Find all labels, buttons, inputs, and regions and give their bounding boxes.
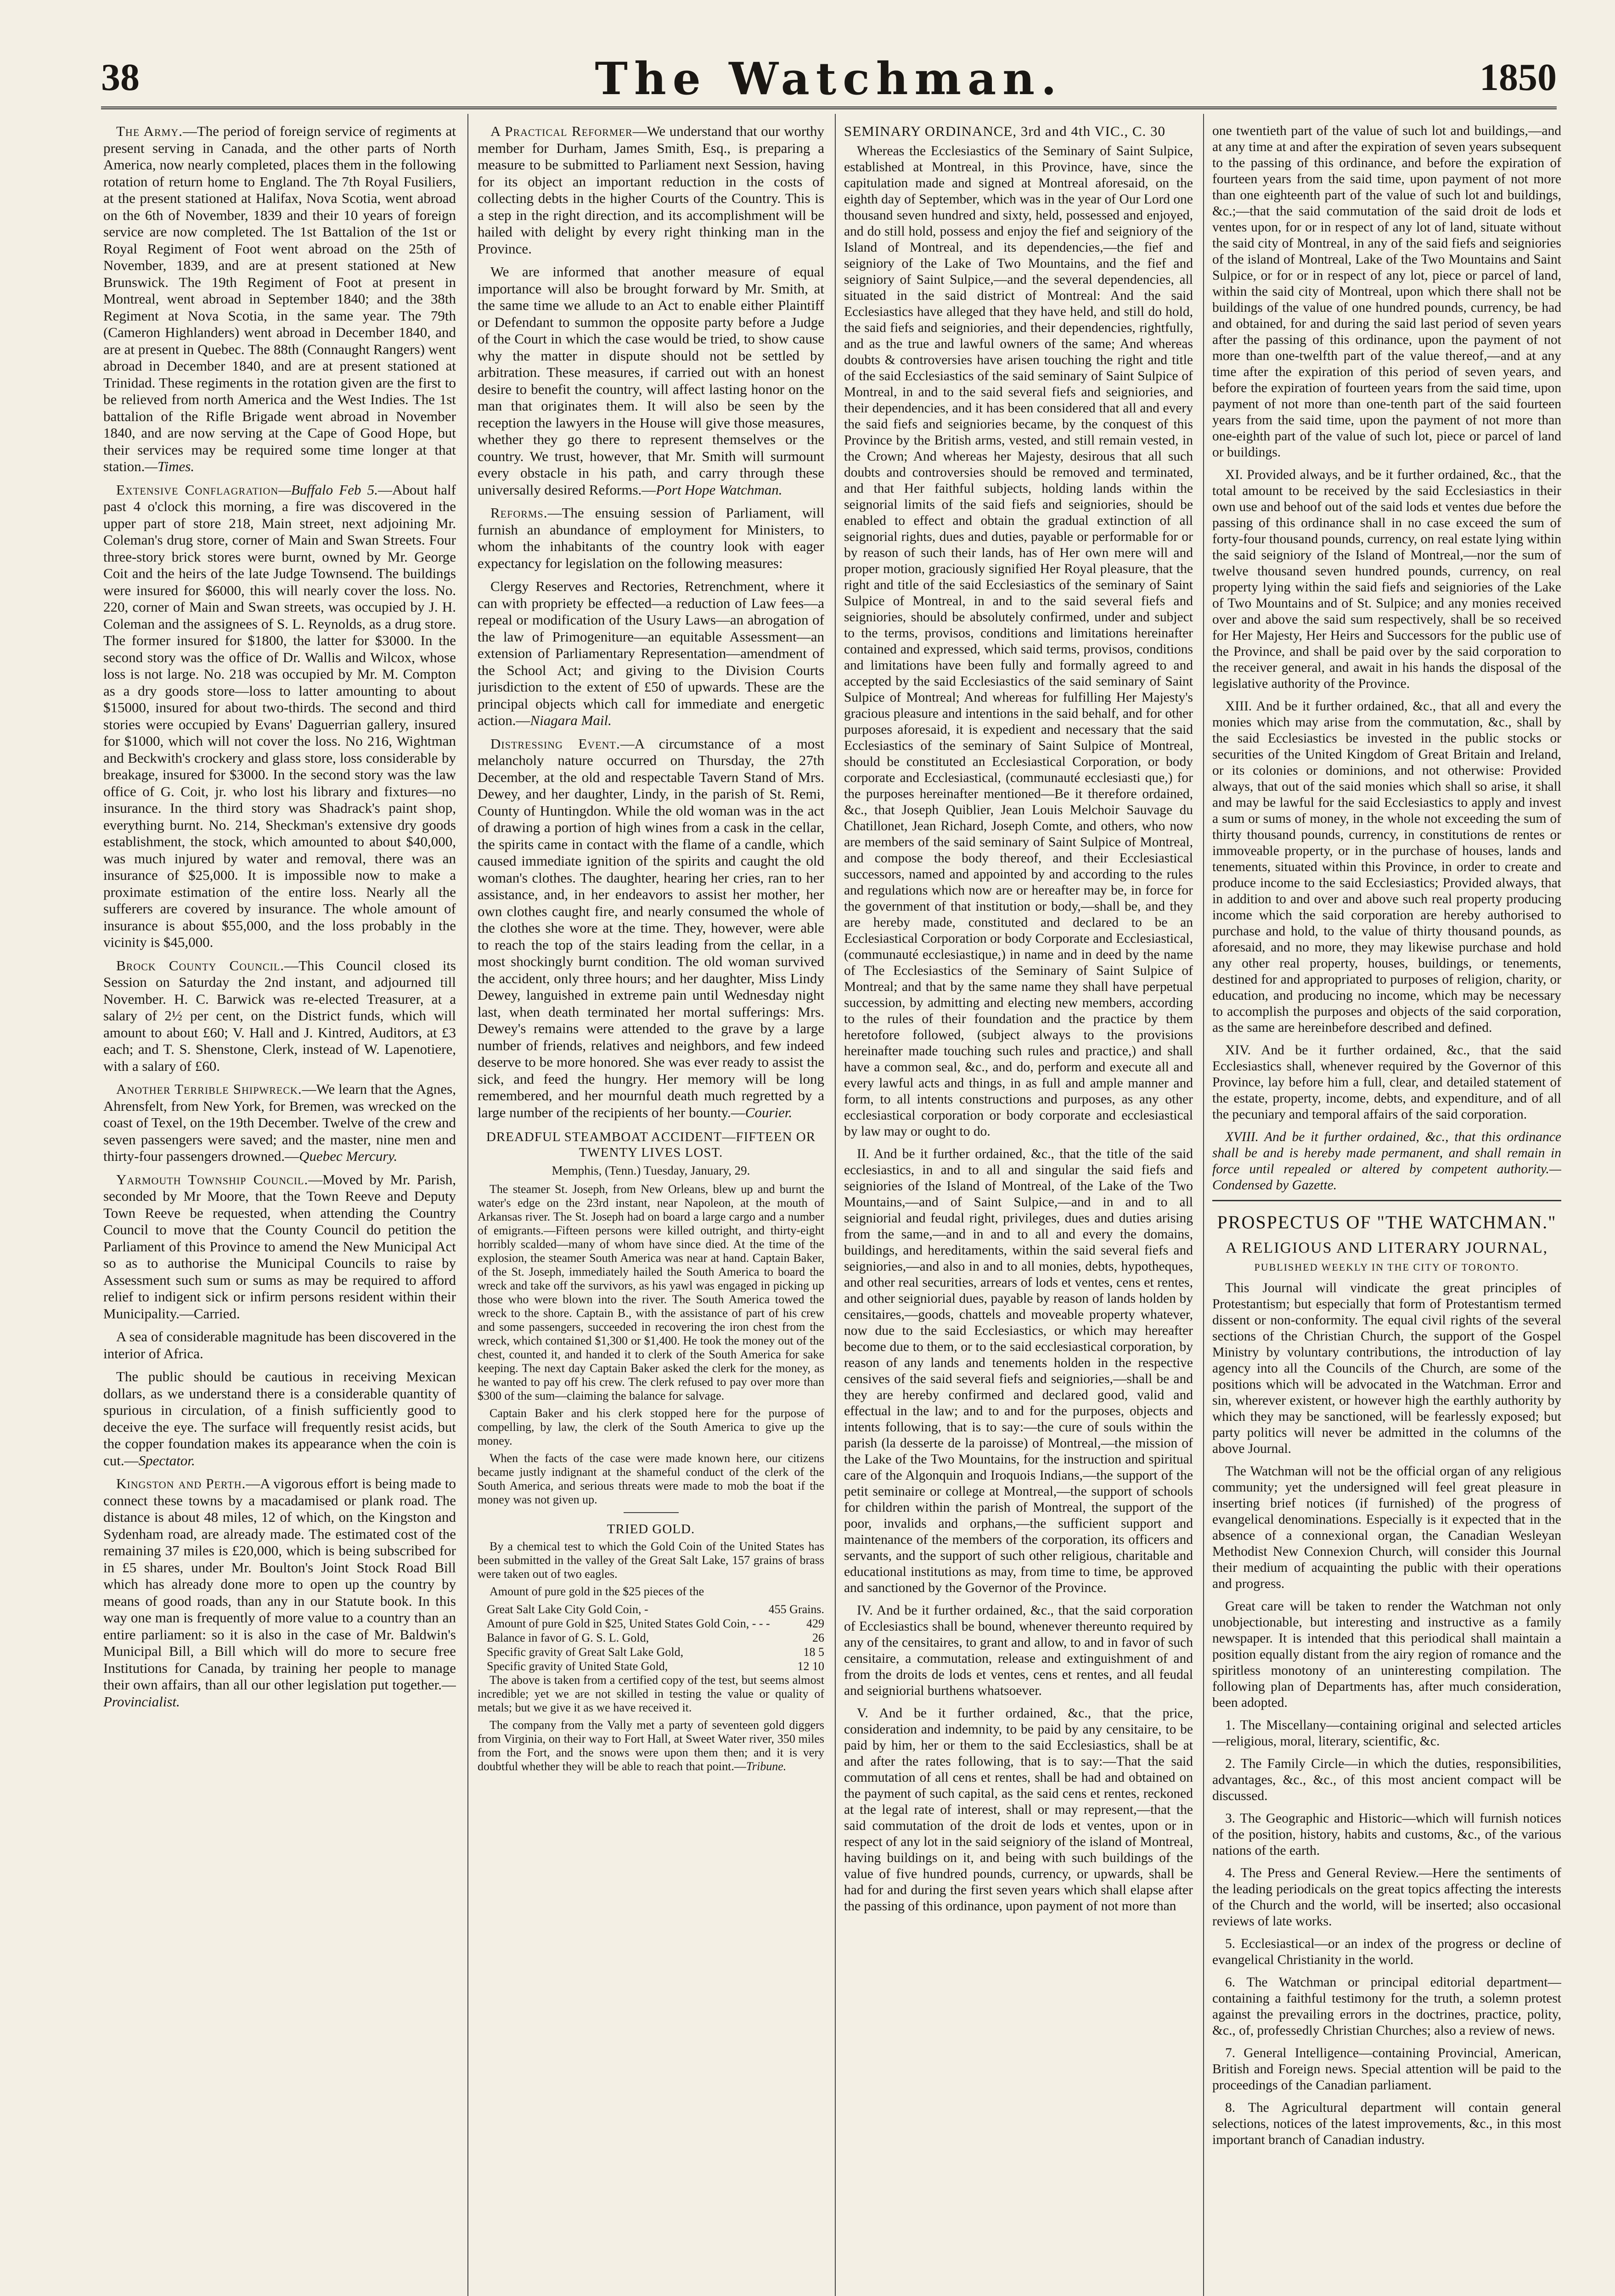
article-gold xyxy=(478,1540,824,1773)
article-source: Quebec Mercury. xyxy=(299,1148,398,1164)
divider xyxy=(624,1512,679,1513)
column-3 xyxy=(844,123,1193,2296)
ordinance-paragraph: Whereas the Ecclesiastics of the Seminary of Saint Sulpice, established at Montreal, in this Province, have, since the capitulation made and signed at Montreal aforesaid, on the eighth day of September, which was in the year of Our Lord one thousand seven hundred and sixty, held, possessed and enjoyed, and do still hold, possess and enjoy the fief and seigniory of the Island of Montreal, and its dependencies,—the fief and seigniory of the Lake of Two Mountains, and the fief and seigniory of Saint Sulpice,—and the several dependencies, all situated in the said district of Montreal: And the said Ecclesiastics have alleged that they have held, and still do hold, the said fiefs and seigniories, and their dependencies, rightfully, and as the true and lawful owners of the same; And whereas doubts & controversies have arisen touching the right and title of the said Ecclesiastics of the said seminary of Saint Sulpice of Montreal, in and to the said several fiefs and seigniories, and their dependencies, and it has been considered that all and every the said fiefs and seigniories became, by the conquest of this Province by the British arms, vested, and still remain vested, in the Crown; And whereas her Majesty, desirous that all such doubts and controversies should be removed and terminated, and that Her faithful subjects, holding lands within the seignorial limits of the said fiefs and seigniories, should be enabled to effect and obtain the gradual extinction of all seignorial rights, dues and duties, payable or performable for or by reason of such their lands, has of Her own mere will and proper motion, graciously signified Her Royal pleasure, that the right and title of the said Ecclesiastics of the seminary of Saint Sulpice of Montreal, in and to the said several fiefs and seigniories, should be absolutely confirmed, under and subject to the terms, provisos, conditions and limitations hereinafter contained and expressed, which said terms, provisos, conditions and limitations have been fully and formally agreed to and accepted by the said Ecclesiastics of the said seminary of Saint Sulpice of Montreal; And whereas for fulfilling Her Majesty's gracious pleasure and intentions in the said behalf, and for other purposes aforesaid, it is expedient and necessary that the said Ecclesiastics of the seminary of Saint Sulpice of Montreal, should be constituted an Ecclesiastical Corporation, or body corporate and Ecclesiastical, (communauté ecclesiasti que,) for the purposes hereinafter mentioned—Be it therefore ordained, &c., that Joseph Quiblier, Jean Louis Melchoir Sauvage du Chatillonet, Jean Richard, Joseph Comte, and others, who now are members of the said seminary of Saint Sulpice of Montreal, and compose the body thereof, and their Ecclesiastical successors, named and appointed by and according to the rules and regulations which now are or hereafter may be, in force for the government of that institution or body,—shall be, and they are hereby made, constituted and declared to be an Ecclesiastical Corporation or body Corporate and Ecclesiastical, (communauté ecclesiastique,) in name and in deed by the name of The Ecclesiastics of the Seminary of Saint Sulpice of Montreal; and that by the same name they shall have perpetual succession, by admitting and electing new members, according to the rules of their foundation and the practice by them heretofore followed, (subject always to the provisions hereinafter made touching such rules and practice,) and shall have a common seal, &c., and do, perform and execute all and every lawful acts and things, in as full and ample manner and form, to all intents constructions and purposes, as any other ecclesiastical corporation or body corporate and ecclesiastical by law may or ought to do. xyxy=(844,144,1193,1139)
department-item: 7. General Intelligence—containing Provincial, American, British and Foreign news. Special attention will be paid to the proceedings of the Canadian parliament. xyxy=(1212,2046,1561,2093)
article-source: Spectator. xyxy=(138,1452,195,1469)
gold-line xyxy=(478,1631,824,1645)
column-1 xyxy=(103,123,456,2296)
article-body: —The ensuing session of Parliament, will furnish an abundance of employment for Ministers, to whom the inhabitants of the country look with eager expectancy for legislation on the following measures: xyxy=(478,505,824,571)
article-heading: Extensive Conflagration xyxy=(116,481,279,498)
article-heading: Reforms. xyxy=(490,505,548,521)
ordinance-paragraph: V. And be it further ordained, &c., that the price, consideration and indemnity, to be paid by any censitaire, to be paid by him, her or them to the said Ecclesiastics, shall be at and after the rates following, that is to say:—That the said commutation of all cens et rentes, shall be had and obtained on the payment of such capital, as the said cens et rentes, reckoned at the legal rate of interest, shall or may represent,—that the said commutation of the droit de lods et ventes, upon or in respect of any lot in the said seigniory of the island of Montreal, having buildings on it, and being with such buildings of the value of five hundred pounds, currency, or upwards, shall be had for and during the first seven years which shall elapse after the passing of this ordinance, upon payment of not more than xyxy=(844,1706,1193,1913)
ordinance-paragraph: II. And be it further ordained, &c., that the title of the said ecclesiastics, in and to all and singular the said fiefs and seigniories of the Island of Montreal, of the Lake of the Two Mountains,—and of Saint Sulpice,—and in and to all seigniorial and feudal right, privileges, dues and duties arising from the same,—and in and to all and every the domains, buildings, and hereditaments, within the said several fiefs and seigniories,—and also in and to all monies, debts, hypotheques, and other real securities, arrears of lods et ventes, cens et rentes, and other seigniorial dues, payable by reason of lands holden by censitaires,—goods, chattels and moveable property whatever, now due to the said Ecclesiastics, or which may hereafter become due to them, or to the said ecclesiastical corporation, by reason of any lands and tenements holden in the respective censives of the said several fiefs and seigniories,—shall be and they are hereby confirmed and declared good, valid and effectual in the law; and to and for the purposes, objects and intents following, that is to say:—the cure of souls within the parish (la desserte de la paroisse) of Montreal,—the mission of the Lake of the Two Mountains, for the instruction and spiritual care of the Algonquin and Iroquois Indians,—the support of the petit seminaire or college at Montreal,—the support of schools for children within the parish of Montreal, the support of the poor, invalids and orphans,—the sufficient support and maintenance of the members of the corporation, its officers and servants, and the support of such other religious, charitable and educational institutions as may, from time to time, be approved and sanctioned by the Governor of the Province. xyxy=(844,1147,1193,1595)
article-heading: Another Terrible Shipwreck. xyxy=(116,1081,302,1097)
gold-label: Amount of pure Gold in $25, United States Gold Coin, - - - xyxy=(487,1617,770,1630)
article-source: Niagara Mail. xyxy=(530,712,612,728)
article-heading: Brock County Council. xyxy=(116,957,285,974)
article-steamboat xyxy=(478,1182,824,1507)
article-heading: Yarmouth Township Council. xyxy=(116,1171,309,1187)
department-item: 4. The Press and General Review.—Here the sentiments of the leading periodicals on the great topics affecting the interests of the Church and the world, will be inserted; also occasional reviews of late works. xyxy=(1212,1866,1561,1929)
column-4 xyxy=(1212,123,1561,2296)
article-distressing xyxy=(478,736,824,1121)
prospectus-paragraph: The Watchman will not be the official organ of any religious community; yet the undersigned will feel great pleasure in inserting brief notices (if furnished) of the progress of evangelical denominations. Especially is it expected that in the absence of a connexional organ, the Canadian Wesleyan Methodist New Connexion Church, will consider this Journal their medium of acquainting the public with their operations and progress. xyxy=(1212,1464,1561,1591)
article-source: Tribune. xyxy=(746,1760,787,1773)
gold-value: 429 xyxy=(806,1617,824,1630)
gold-label: Specific gravity of United State Gold, xyxy=(487,1660,668,1673)
article-source: Courier. xyxy=(745,1104,793,1120)
article-reformer xyxy=(478,123,824,257)
article-body: When the facts of the case were made known here, our citizens became justly indignant at the shameful conduct of the clerk of the South America, and serious threats were made to mob the boat if the money was not given up. xyxy=(478,1452,824,1506)
department-item: 2. The Family Circle—in which the duties, responsibilities, advantages, &c., &c., of this most ancient compact will be discussed. xyxy=(1212,1756,1561,1803)
article-shipwreck xyxy=(103,1081,456,1165)
steamboat-heading: DREADFUL STEAMBOAT ACCIDENT—FIFTEEN OR TWENTY LIVES LOST. xyxy=(486,1130,816,1160)
article-mexican xyxy=(103,1368,456,1469)
article-reforms xyxy=(478,505,824,572)
article-text: The company from the Vally met a party of seventeen gold diggers from Virginia, on their way to Fort Hall, at Sweet Water river, 350 miles from the Fort, and the snows were upon them then; and it is very doubtful whether they will be able to reach that point.— xyxy=(478,1718,824,1773)
ordinance-text: XVIII. And be it further ordained, &c., that this ordinance shall be and is hereby made permanent, and shall remain in force until repealed or altered by competent authority.— xyxy=(1212,1130,1561,1176)
article-body: The above is taken from a certified copy of the test, but seems almost incredible; yet we are not skilled in testing the value or quality of metals; but we give it as we have received it. xyxy=(478,1673,824,1714)
article-body: —A circumstance of a most melancholy nature occurred on Thursday, the 27th December, at the old and respectable Tavern Stand of Mrs. Dewey, and her daughter, Lindy, in the parish of St. Remi, County of Huntingdon. While the old woman was in the act of drawing a portion of high wines from a cask in the cellar, the spirits came in contact with the flame of a candle, which caused immediate ignition of the spirits and caught the old woman's clothes. The daughter, hearing her cries, ran to her assistance, and, in her endeavors to assist her mother, her own clothes caught fire, and nearly consumed the whole of the clothes she wore at the time. They, however, were able to reach the top of the stairs leading from the cellar, in a most shockingly burnt condition. The old woman survived the accident, only three hours; and her daughter, Miss Lindy Dewey, languished in extreme pain until Wednesday night last, when death terminated her mortal sufferings: Mrs. Dewey's remains were attended to the grave by a large number of friends, relatives and neighbors, and few indeed deserve to be more honored. She was ever ready to assist the sick, and feed the hungry. Her memory will be long remembered, and her mournful death much regretted by a large number of the recipients of her bounty.— xyxy=(478,735,824,1120)
department-item: 5. Ecclesiastical—or an index of the progress or decline of evangelical Christianity in the world. xyxy=(1212,1936,1561,1967)
prospectus-publication-line: PUBLISHED WEEKLY IN THE CITY OF TORONTO. xyxy=(1254,1261,1519,1273)
ordinance-paragraph: XIV. And be it further ordained, &c., that the said Ecclesiastics shall, whenever required by the Governor of this Province, lay before him a full, clear, and detailed statement of the estate, property, income, debts, and expenditure, and of all the pecuniary and temporal affairs of the said corporation. xyxy=(1212,1043,1561,1122)
masthead-rule xyxy=(101,107,1557,109)
year: 1850 xyxy=(1480,56,1557,99)
article-body xyxy=(478,1718,824,1773)
article-body: The public should be cautious in receiving Mexican dollars, as we understand there is a considerable quantity of spurious in circulation, of a finish sufficiently good to deceive the eye. The surface will frequently resist acids, but the copper foundation makes its appearance when the coin is cut.— xyxy=(103,1368,456,1469)
ordinance-paragraph: XIII. And be it further ordained, &c., that all and every the monies which may arise from the commutation, &c., shall by the said Ecclesiastics be invested in the public stocks or securities of the United Kingdom of Great Britain and Ireland, or its colonies or dominions, and not otherwise: Provided always, that out of the said monies which shall so arise, it shall and may be lawful for the said Ecclesiastics to apply and invest a sum or sums of money, in the whole not exceeding the sum of thirty thousand pounds, currency, in constitutions de rentes or immoveable property, or in the purchase of houses, lands and tenements, situated within this Province, in order to create and produce income to the said Ecclesiastics; Provided always, that in addition to and over and above such real property producing income which the said corporation are hereby authorised to purchase and hold, to the value of thirty thousand pounds, as aforesaid, and no more, they may likewise purchase and hold any other real property, houses, buildings, or tenements, destined for and appropriated to purposes of religion, charity, or education, and producing no income, which may be necessary to accomplish the purposes and objects of the said corporation, as the same are hereinbefore described and defined. xyxy=(1212,699,1561,1035)
gold-heading: TRIED GOLD. xyxy=(607,1522,695,1536)
article-reformer-cont xyxy=(478,264,824,498)
article-body: —We learn that the Agnes, Ahrensfelt, from New York, for Bremen, was wrecked on the coast of Texel, on the 19th December. Twelve of the crew and seven passengers were saved; and the master, nine men and thirty-four passengers drowned.— xyxy=(103,1081,456,1164)
gold-value: 455 Grains. xyxy=(768,1603,824,1616)
article-body: —Moved by Mr. Parish, seconded by Mr Moore, that the Town Reeve and Deputy Town Reeve be requested, when attending the Country Council to move that the County Council do petition the Parliament of this Province to amend the New Municipal Act so as to authorise the Municipal Councils to raise by Assessment such sum or sums as may be required to afford relief to indigent sick or infirm persons resident within their Municipality.—Carried. xyxy=(103,1171,456,1322)
gold-line xyxy=(478,1659,824,1673)
article-source: Port Hope Watchman. xyxy=(656,481,782,498)
article-body: —The period of foreign service of regiments at present serving in Canada, and the other parts of North America, now nearly completed, places them in the following rotation of return home to England. The 7th Royal Fusiliers, at the present stationed at Halifax, Nova Scotia, went abroad on the 6th of November, 1839 and their 10 years of foreign service are now completed. The 1st Battalion of the 1st or Royal Regiment of Foot went abroad on the 25th of November, 1839, and are at present stationed at New Brunswick. The 19th Regiment of Foot at present in Montreal, went abroad in September 1840; and the 38th Regiment at Nova Scotia, in the same year. The 79th (Cameron Highlanders) went abroad in December 1840, and are at present in Quebec. The 88th (Connaught Rangers) went abroad in December 1840, and are at present stationed at Trinidad. These regiments in the rotation given are the first to be relieved from north America and the West Indies. The 1st battalion of the Rifle Brigade went abroad in November 1840, and are now serving at the Cape of Good Hope, but their services may be required some time longer at that station. xyxy=(103,123,456,474)
column-rule xyxy=(467,114,468,2296)
column-rule xyxy=(1203,114,1204,2296)
article-heading: A Practical Reformer xyxy=(490,123,633,139)
gold-line xyxy=(478,1616,824,1631)
article-kingston xyxy=(103,1475,456,1710)
article-heading: Kingston and Perth. xyxy=(116,1475,246,1491)
gold-label: Specific gravity of Great Salt Lake Gold, xyxy=(487,1645,684,1659)
article-body: —This Council closed its Session on Saturday the 2nd instant, and adjourned till November. H. C. Barwick was re-elected Treasurer, at a salary of 2½ per cent, on the District funds, which will amount to about £60; V. Hall and J. Kintred, Auditors, at £3 each; and T. S. Shenstone, Clerk, instead of W. Lapenotiere, with a salary of £60. xyxy=(103,957,456,1074)
divider xyxy=(1212,1200,1561,1201)
article-body: Captain Baker and his clerk stopped here for the purpose of compelling, by law, the clerk of the South America to give up the money. xyxy=(478,1407,824,1447)
gold-value: 18 5 xyxy=(803,1645,824,1659)
column-2 xyxy=(478,123,824,2296)
newspaper-title: The Watchman. xyxy=(595,53,1063,105)
department-item: 6. The Watchman or principal editorial department—containing a faithful testimony for the truth, a solemn protest against the prevailing errors in the doctrines, practice, polity, &c., of, professedly Christian Churches; also a review of news. xyxy=(1212,1975,1561,2038)
article-source: Provincialist. xyxy=(103,1693,180,1710)
gold-value: 12 10 xyxy=(797,1660,824,1673)
article-fire xyxy=(103,482,456,951)
gold-line xyxy=(478,1602,824,1616)
steamboat-dateline: Memphis, (Tenn.) Tuesday, January, 29. xyxy=(551,1164,750,1177)
prospectus-paragraph: This Journal will vindicate the great principles of Protestantism; but especially that form of Protestantism termed dissent or non-conformity. The equal civil rights of the several sections of the Christian Church, the support of the Gospel Ministry by voluntary contributions, the introduction of lay agency into all the Councils of the Church, are some of the positions which will be advocated in the Watchman. Error and sin, wherever existent, or however high the earthly authority by which they may be sanctioned, will be fearlessly exposed; but party politics will never be admitted in the columns of the above Journal. xyxy=(1212,1281,1561,1456)
article-army xyxy=(103,123,456,475)
article-reforms-list xyxy=(478,578,824,729)
article-heading: The Army. xyxy=(116,123,183,139)
article-body: —We understand that our worthy member for Durham, James Smith, Esq., is preparing a measure to be submitted to Parliament next Session, having for its object an important reduction in the costs of collecting debts in the higher Courts of the Country. This is a step in the right direction, and its accomplishment will be hailed with delight by every right thinking man in the Province. xyxy=(478,123,824,257)
article-body: —A vigorous effort is being made to connect these towns by a macadamised or plank road. The distance is about 48 miles, 12 of which, on the Kingston and Sydenham road, are already made. The estimated cost of the remaining 37 miles is £20,000, which is being subscribed for in £5 shares, under Mr. Boulton's Joint Stock Road Bill which has already done more to open up the country by means of good roads, than any in our Statute book. In this way one man is frequently of more value to a country than an entire parliament: so it is also in the case of Mr. Baldwin's Municipal Bill, a Bill which will do more to secure free Institutions for Canada, by training her people to manage their own affairs, than all our other legislation put together.— xyxy=(103,1475,456,1693)
gold-value: 26 xyxy=(812,1631,824,1644)
ordinance-paragraph: one twentieth part of the value of such lot and buildings,—and at any time at and after the expiration of seven years subsequent to the passing of this ordinance, and before the expiration of fourteen years from the said time, upon payment of not more than one eighteenth part of the value of such lot and buildings, &c.;—that the said commutation of the said droit de lods et ventes upon, for or in respect of any lot of land, situate without the said city of Montreal, in any of the said fiefs and seigniories of the island of Montreal, Lake of the Two Mountains and Saint Sulpice, or for or in respect of any lot, piece or parcel of land, within the said city of Montreal, upon which there shall not be buildings of the value of one hundred pounds, currency, be had and obtained, for and during the said last period of seven years after the passing of this ordinance, upon the payment of not more than one-twelfth part of the value thereof,—and at any time after the expiration of this period of seven years, and before the expiration of fourteen years from the said time, upon payment of not more than one-tenth part of the said fourteen years from the said time, upon the payment of not more than one-eighth part of the value of such lot, piece or parcel of land or buildings. xyxy=(1212,124,1561,460)
masthead xyxy=(101,53,1557,113)
department-item: 8. The Agricultural department will contain general selections, notices of the latest improvements, &c., in this most important branch of Canadian industry. xyxy=(1212,2100,1561,2147)
gold-intro: Amount of pure gold in the $25 pieces of the xyxy=(490,1585,704,1598)
article-body: By a chemical test to which the Gold Coin of the United States has been submitted in the valley of the Great Salt Lake, 157 grains of brass were taken out of two eagles. xyxy=(478,1540,824,1581)
article-source: Condensed by Gazette. xyxy=(1212,1178,1337,1193)
gold-label: Great Salt Lake City Gold Coin, - xyxy=(487,1603,648,1616)
article-body: We are informed that another measure of equal importance will also be brought forward by Mr. Smith, at the same time we allude to an Act to enable either Plaintiff or Defendant to summon the opposite party before a Judge of the Court in which the case would be tried, to show cause why the matter in dispute should not be settled by arbitration. These measures, if carried out with an honest desire to benefit the country, will affect lasting honor on the man that originates them. It will also be seen by the reception the lawyers in the House will give those measures, whether they go there to represent themselves or the country. We trust, however, that Mr. Smith will surmount every obstacle in his path, and carry through these universally desired Reforms.— xyxy=(478,264,824,498)
column-rule xyxy=(835,114,836,2296)
department-item: 3. The Geographic and Historic—which will furnish notices of the position, history, habits and customs, &c., of the various nations of the earth. xyxy=(1212,1811,1561,1858)
article-body: —About half past 4 o'clock this morning, a fire was discovered in the upper part of store 218, Main street, next adjoining Mr. Coleman's drug store, corner of Main and Swan Streets. Four three-story brick stores were burnt, owned by Mr. George Coit and the heirs of the late Judge Townsend. The buildings were insured for $6000, this will nearly cover the loss. No. 220, corner of Main and Swan streets, was occupied by J. H. Coleman and the assignees of S. L. Reynolds, as a drug store. The former insured for $1800, the latter for $3000. In the second story was the office of Dr. Wallis and Wilcox, whose loss is not large. No. 218 was occupied by Mr. M. Compton as a dry goods store—loss to latter amounting to about $15000, insured for about two-thirds. The second and third stories were occupied by Evans' Daguerrian gallery, insured for $1000, which will not cover the loss. No 216, Wightman and Beckwith's crockery and glass store, loss considerable by breakage, insured for $3000. In the second story was the law office of G. Coit, jr. who lost his library and fixtures—no insurance. In the third story was Shadrack's paint shop, everything burnt. No. 214, Sheckman's extensive dry goods establishment, the stock, which amounted to about $40,000, was much injured by water and removal, there was an insurance of $25,000. It is impossible now to make a proximate estimation of the entire loss. Nearly all the sufferers are covered by insurance. The whole amount of insurance is about $55,000, and the loss probably in the vicinity is $45,000. xyxy=(103,481,456,950)
gold-line xyxy=(478,1645,824,1659)
ordinance-paragraph: XI. Provided always, and be it further ordained, &c., that the total amount to be received by the said Ecclesiastics in their own use and behoof out of the said lods et ventes due before the passing of this ordinance shall in no case exceed the sum of forty-four thousand pounds, currency, on real estate lying within the said seigniory of the Island of Montreal,—nor the sum of twelve thousand seven hundred pounds, currency, on real property lying within the said fiefs and seigniories of the Lake of Two Mountains and of St. Sulpice; and any monies received over and above the said sum respectively, shall be so received for Her Majesty, Her Heirs and Successors for the public use of the Province, and shall be paid over by the said corporation to the receiver general, and await in his hands the disposal of the legislative authority of the Province. xyxy=(1212,467,1561,691)
article-africa: A sea of considerable magnitude has been discovered in the interior of Africa. xyxy=(103,1328,456,1362)
article-body: Clergy Reserves and Rectories, Retrenchment, where it can with propriety be effected—a reduction of Law fees—a repeal or modification of the Usury Laws—an abrogation of the law of Primogeniture—an equitable Assessment—an extension of Parliamentary Representation—amendment of the School Act; and giving to the Division Courts jurisdiction to the extent of £50 of upwards. These are the principal objects which call for immediate and energetic action.— xyxy=(478,578,824,728)
department-item: 1. The Miscellany—containing original and selected articles—religious, moral, literary, scientific, &c. xyxy=(1212,1718,1561,1749)
article-body: The steamer St. Joseph, from New Orleans, blew up and burnt the water's edge on the 23rd instant, near Napoleon, at the mouth of Arkansas river. The St. Joseph had on board a large cargo and a number of emigrants.—Fifteen persons were killed outright, and thirty-eight horribly scalded—many of whom have since died. At the time of the explosion, the steamer South America was near at hand. Captain Baker, of the St. Joseph, immediately hailed the South America to board the wreck and take off the survivors, as his yawl was engaged in picking up those who were blown into the river. The South America towed the wreck to the shore. Captain B., with the assistance of part of his crew and some passengers, succeeded in recovering the iron chest from the wreck, which contained $1,300 or $1,400. He took the money out of the chest, counted it, and handed it to clerk of the South America for sake keeping. The next day Captain Baker asked the clerk for the money, as he wanted to pay off his crew. The clerk refused to pay over more than $300 of the sum—claiming the balance for salvage. xyxy=(478,1182,824,1402)
prospectus-paragraph: Great care will be taken to render the Watchman not only unobjectionable, but interesting and instructive as a family newspaper. It is intended that this periodical shall maintain a position equally distant from the airy region of romance and the spiritless monotony of an uninteresting compilation. The following plan of Departments has, after much consideration, been adopted. xyxy=(1212,1599,1561,1710)
article-source: —Buffalo Feb 5. xyxy=(278,481,378,498)
article-heading: Distressing Event. xyxy=(490,735,620,752)
article-source: —Times. xyxy=(145,458,195,474)
prospectus-subtitle: A RELIGIOUS AND LITERARY JOURNAL, xyxy=(1225,1239,1548,1256)
ordinance-title: SEMINARY ORDINANCE, 3rd and 4th VIC., C. 30 xyxy=(844,123,1166,139)
ordinance-paragraph xyxy=(1212,1129,1561,1193)
article-yarmouth xyxy=(103,1171,456,1322)
gold-label: Balance in favor of G. S. L. Gold, xyxy=(487,1631,649,1644)
ordinance-paragraph: IV. And be it further ordained, &c., that the said corporation of Ecclesiastics shall be bound, whenever thereunto required by any of the censitaires, to grant and allow, to and in favor of such censitaire, a commutation, release and extinguishment of and from the droits de lods et ventes, cens et rentes, and all feudal and seigniorial burthens whatsoever. xyxy=(844,1603,1193,1698)
page-number: 38 xyxy=(101,56,140,99)
prospectus-title: PROSPECTUS OF "THE WATCHMAN." xyxy=(1217,1212,1557,1232)
article-brock xyxy=(103,957,456,1075)
